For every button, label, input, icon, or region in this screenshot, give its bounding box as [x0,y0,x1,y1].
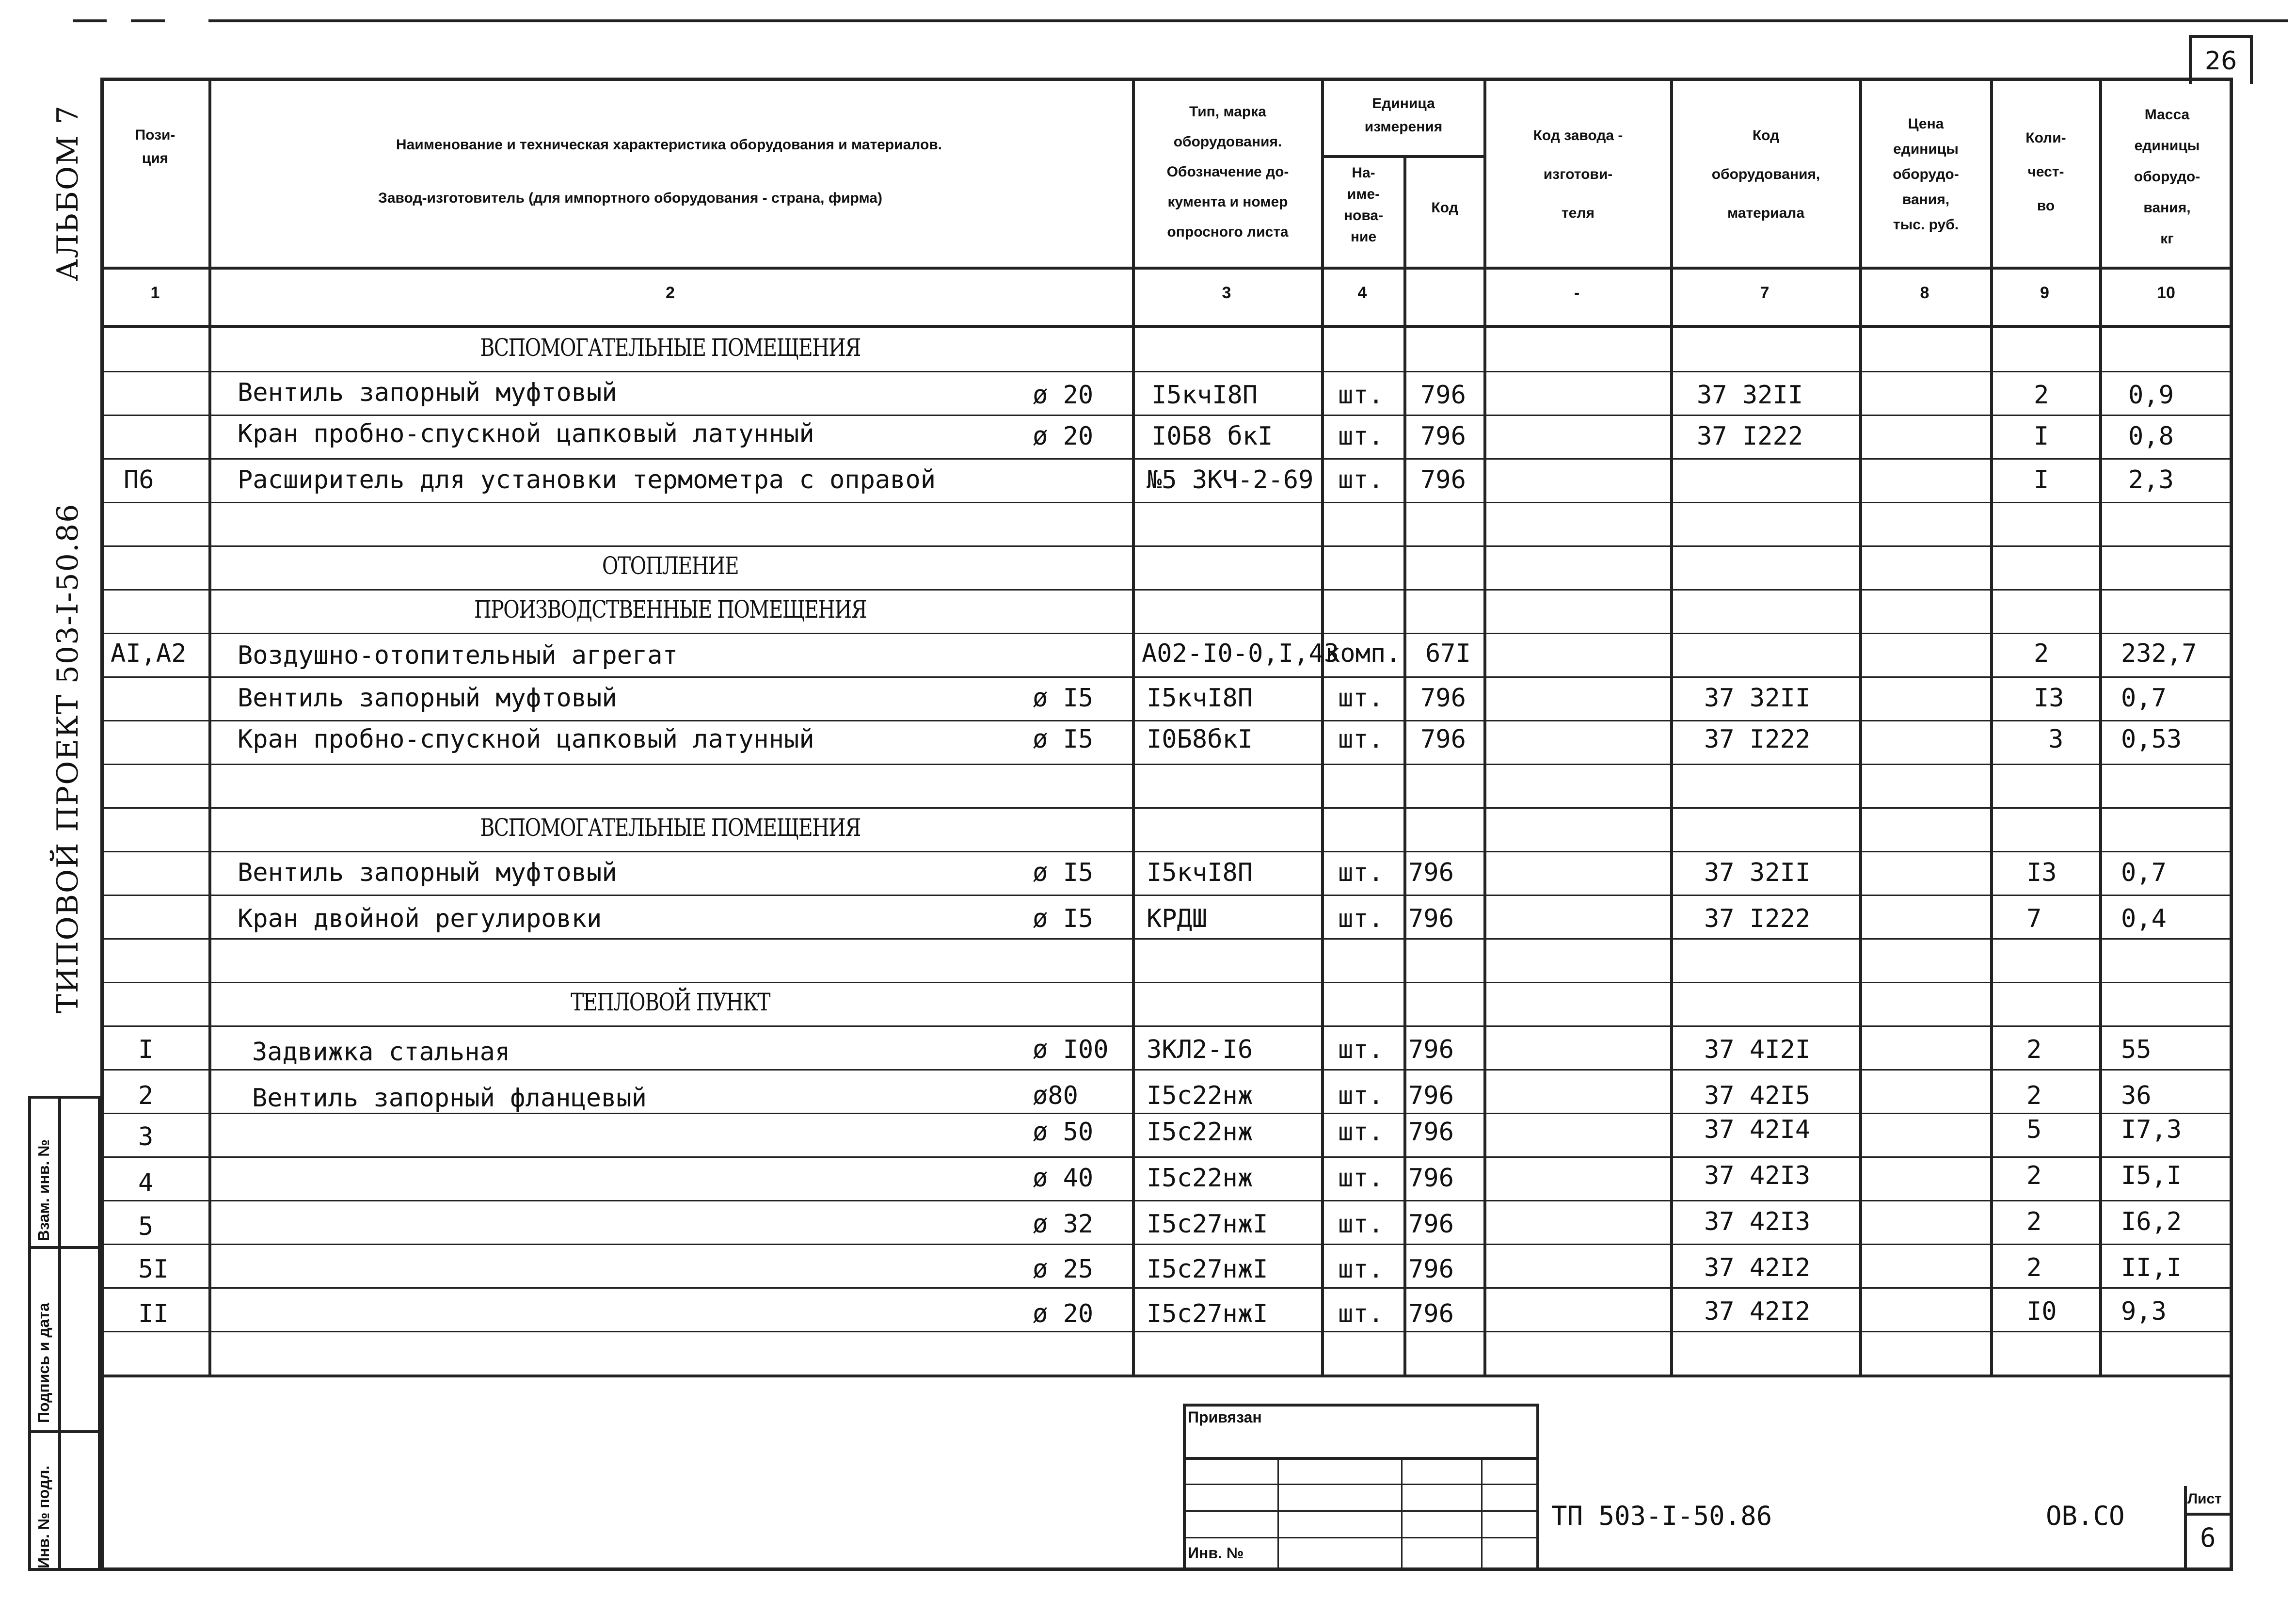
item-diameter: ø 40 [1033,1164,1094,1193]
item-unit-code: 796 [1408,1035,1454,1064]
item-type: I5с27нжI [1147,1255,1268,1284]
item-unit-code: 796 [1420,725,1466,754]
item-material-code: 37 32II [1697,381,1803,410]
item-diameter: ø 32 [1033,1210,1094,1239]
section-heading: ПРОИЗВОДСТВЕННЫЕ ПОМЕЩЕНИЯ [474,595,866,624]
item-mass: I6,2 [2121,1207,2182,1236]
item-material-code: 37 I222 [1697,422,1803,451]
item-mass: 2,3 [2128,465,2174,495]
header-price: Цена единицы оборудо- вания, тыс. руб. [1893,116,1959,233]
item-quantity: 2 [2026,1081,2042,1110]
item-position: 5 [138,1212,154,1241]
item-unit: шт. [1338,725,1384,754]
item-name: Вентиль запорный фланцевый [252,1084,647,1113]
col-number: 2 [666,284,675,302]
item-quantity: I [2034,465,2049,495]
item-name: Вентиль запорный муфтовый [238,684,617,713]
item-unit-code: 796 [1420,381,1466,410]
item-unit-code: 796 [1408,1255,1454,1284]
top-border-line [208,19,2288,22]
list-label: Лист [2187,1491,2222,1507]
item-name: Кран пробно-спускной цапковый латунный [238,725,814,754]
item-type: I5с22нж [1147,1118,1253,1147]
project-label: ТИПОВОЙ ПРОЕКТ 503-I-50.86 [51,503,85,1013]
item-mass: II,I [2121,1253,2182,1282]
item-type: I5с22нж [1147,1164,1253,1193]
section-heading: ТЕПЛОВОЙ ПУНКТ [571,988,770,1016]
list-number: 6 [2200,1522,2216,1553]
item-mass: 0,53 [2121,725,2182,754]
item-diameter: ø 50 [1033,1118,1094,1147]
item-unit: шт. [1338,381,1384,410]
item-unit-code: 796 [1408,1118,1454,1147]
item-mass: 232,7 [2121,639,2197,668]
header-maker-code: Код завода - изготови- теля [1533,128,1623,221]
item-unit-code: 796 [1408,1299,1454,1328]
item-material-code: 37 4I2I [1704,1035,1811,1064]
item-mass: 0,7 [2121,858,2167,887]
item-position: I [138,1035,154,1064]
item-unit: комп. [1325,639,1401,668]
item-unit-code: 796 [1420,422,1466,451]
item-quantity: I3 [2034,684,2064,713]
item-diameter: ø I00 [1033,1035,1109,1064]
item-quantity: I [2034,422,2049,451]
item-unit: шт. [1338,1035,1384,1064]
item-material-code: 37 42I3 [1704,1161,1811,1190]
item-name: Кран двойной регулировки [238,904,602,933]
item-type: А02-I0-0,I,43 [1142,639,1339,668]
item-quantity: 3 [2048,725,2064,754]
item-mass: 36 [2121,1081,2152,1110]
item-mass: 0,4 [2121,904,2167,933]
stamp-inv-podl: Инв. № подл. [35,1465,52,1568]
item-unit-code: 796 [1408,1210,1454,1239]
item-type: №5 ЗКЧ-2-69 [1147,465,1314,495]
item-diameter: ø 25 [1033,1255,1094,1284]
header-type: Тип, марка оборудования. Обозначение до- кумента и номер опросного листа [1166,104,1289,240]
col-number: - [1574,284,1580,302]
item-mass: 9,3 [2121,1297,2167,1326]
item-diameter: ø I5 [1033,858,1094,887]
item-type: I5кчI8П [1147,684,1253,713]
item-quantity: I0 [2026,1297,2057,1326]
item-diameter: ø I5 [1033,725,1094,754]
album-label: АЛЬБОМ 7 [51,105,85,281]
col-number: 3 [1222,284,1231,302]
item-position: 2 [138,1081,154,1110]
item-quantity: 2 [2034,381,2049,410]
item-unit: шт. [1338,684,1384,713]
item-diameter: ø I5 [1033,684,1094,713]
item-position: П6 [124,465,154,495]
item-name: Задвижка стальная [252,1038,510,1067]
top-dash [131,19,165,22]
item-type: I5кчI8П [1151,381,1258,410]
item-name: Расширитель для установки термометра с оправой [238,465,936,495]
item-mass: I5,I [2121,1161,2182,1190]
header-unit-code: Код [1431,200,1458,216]
item-material-code: 37 I222 [1704,725,1811,754]
stamp-vzam-inv: Взам. инв. № [35,1139,52,1241]
doc-code: ТП 503-I-50.86 [1551,1501,1772,1531]
item-position: AI,A2 [111,639,187,668]
item-position: II [138,1299,169,1328]
item-mass: 55 [2121,1035,2152,1064]
item-unit: шт. [1338,1081,1384,1110]
col-number: 7 [1760,284,1770,302]
header-quantity: Коли- чест- во [2025,130,2066,214]
stamp-podpis-data: Подпись и дата [35,1303,52,1423]
item-unit: шт. [1338,1299,1384,1328]
item-name: Вентиль запорный муфтовый [238,858,617,887]
privyazan-label: Привязан [1188,1408,1262,1426]
header-unit-group: Единица измерения [1364,96,1443,135]
item-mass: 0,8 [2128,422,2174,451]
item-unit: шт. [1338,858,1384,887]
sheet-mark: ОВ.СО [2046,1501,2125,1531]
item-type: I5с27нжI [1147,1210,1268,1239]
item-unit-code: 796 [1408,1164,1454,1193]
item-mass: 0,9 [2128,381,2174,410]
item-unit-code: 67I [1425,639,1471,668]
item-unit: шт. [1338,1210,1384,1239]
item-unit: шт. [1338,422,1384,451]
item-unit-code: 796 [1408,904,1454,933]
item-type: I0Б8 бкI [1151,422,1273,451]
item-unit: шт. [1338,904,1384,933]
page-number: 26 [2189,35,2253,84]
item-name: Вентиль запорный муфтовый [238,378,617,407]
item-unit-code: 796 [1408,858,1454,887]
item-name: Воздушно-отопительный агрегат [238,641,678,670]
item-material-code: 37 42I2 [1704,1297,1811,1326]
item-quantity: 2 [2026,1161,2042,1190]
item-material-code: 37 I222 [1704,904,1811,933]
item-material-code: 37 32II [1704,684,1811,713]
item-unit-code: 796 [1420,684,1466,713]
header-name-line2: Завод-изготовитель (для импортного оборудования - страна, фирма) [378,190,882,206]
item-diameter: ø 20 [1033,381,1094,410]
item-material-code: 37 42I3 [1704,1207,1811,1236]
item-type: I0Б8бкI [1147,725,1253,754]
item-unit-code: 796 [1408,1081,1454,1110]
item-name: Кран пробно-спускной цапковый латунный [238,419,814,448]
item-type: I5кчI8П [1147,858,1253,887]
col-number: 4 [1357,284,1367,302]
item-type: ЗКЛ2-I6 [1147,1035,1253,1064]
header-mass: Масса единицы оборудо- вания, кг [2134,107,2200,247]
item-position: 3 [138,1122,154,1151]
item-diameter: ø 20 [1033,422,1094,451]
item-diameter: ø 20 [1033,1299,1094,1328]
inv-no-label: Инв. № [1188,1544,1244,1562]
item-diameter: ø I5 [1033,904,1094,933]
item-material-code: 37 32II [1704,858,1811,887]
header-name-line1: Наименование и техническая характеристика оборудования и материалов. [396,137,942,153]
item-quantity: 2 [2026,1253,2042,1282]
top-dash [73,19,107,22]
col-number: 1 [150,284,160,302]
section-heading: ВСПОМОГАТЕЛЬНЫЕ ПОМЕЩЕНИЯ [480,334,861,362]
section-heading: ВСПОМОГАТЕЛЬНЫЕ ПОМЕЩЕНИЯ [480,814,861,842]
item-unit: шт. [1338,1255,1384,1284]
col-number: 8 [1920,284,1929,302]
section-heading: ОТОПЛЕНИЕ [602,552,739,580]
item-mass: 0,7 [2121,684,2167,713]
item-diameter: ø80 [1033,1081,1078,1110]
item-unit: шт. [1338,1118,1384,1147]
item-unit: шт. [1338,465,1384,495]
item-quantity: 7 [2026,904,2042,933]
item-quantity: 2 [2026,1035,2042,1064]
col-number: 9 [2040,284,2049,302]
item-quantity: I3 [2026,858,2057,887]
col-number: 10 [2157,284,2175,302]
header-position: Пози- ция [135,127,175,166]
item-material-code: 37 42I5 [1704,1081,1811,1110]
item-unit-code: 796 [1420,465,1466,495]
item-material-code: 37 42I4 [1704,1115,1811,1144]
header-unit-name: На- име- нова- ние [1343,165,1384,245]
item-position: 5I [138,1255,169,1284]
item-material-code: 37 42I2 [1704,1253,1811,1282]
item-quantity: 2 [2034,639,2049,668]
item-unit: шт. [1338,1164,1384,1193]
item-type: I5с27нжI [1147,1299,1268,1328]
item-mass: I7,3 [2121,1115,2182,1144]
header-material-code: Код оборудования, материала [1711,128,1820,221]
item-quantity: 5 [2026,1115,2042,1144]
item-type: КРДШ [1147,904,1208,933]
item-quantity: 2 [2026,1207,2042,1236]
item-type: I5с22нж [1147,1081,1253,1110]
item-position: 4 [138,1168,154,1198]
